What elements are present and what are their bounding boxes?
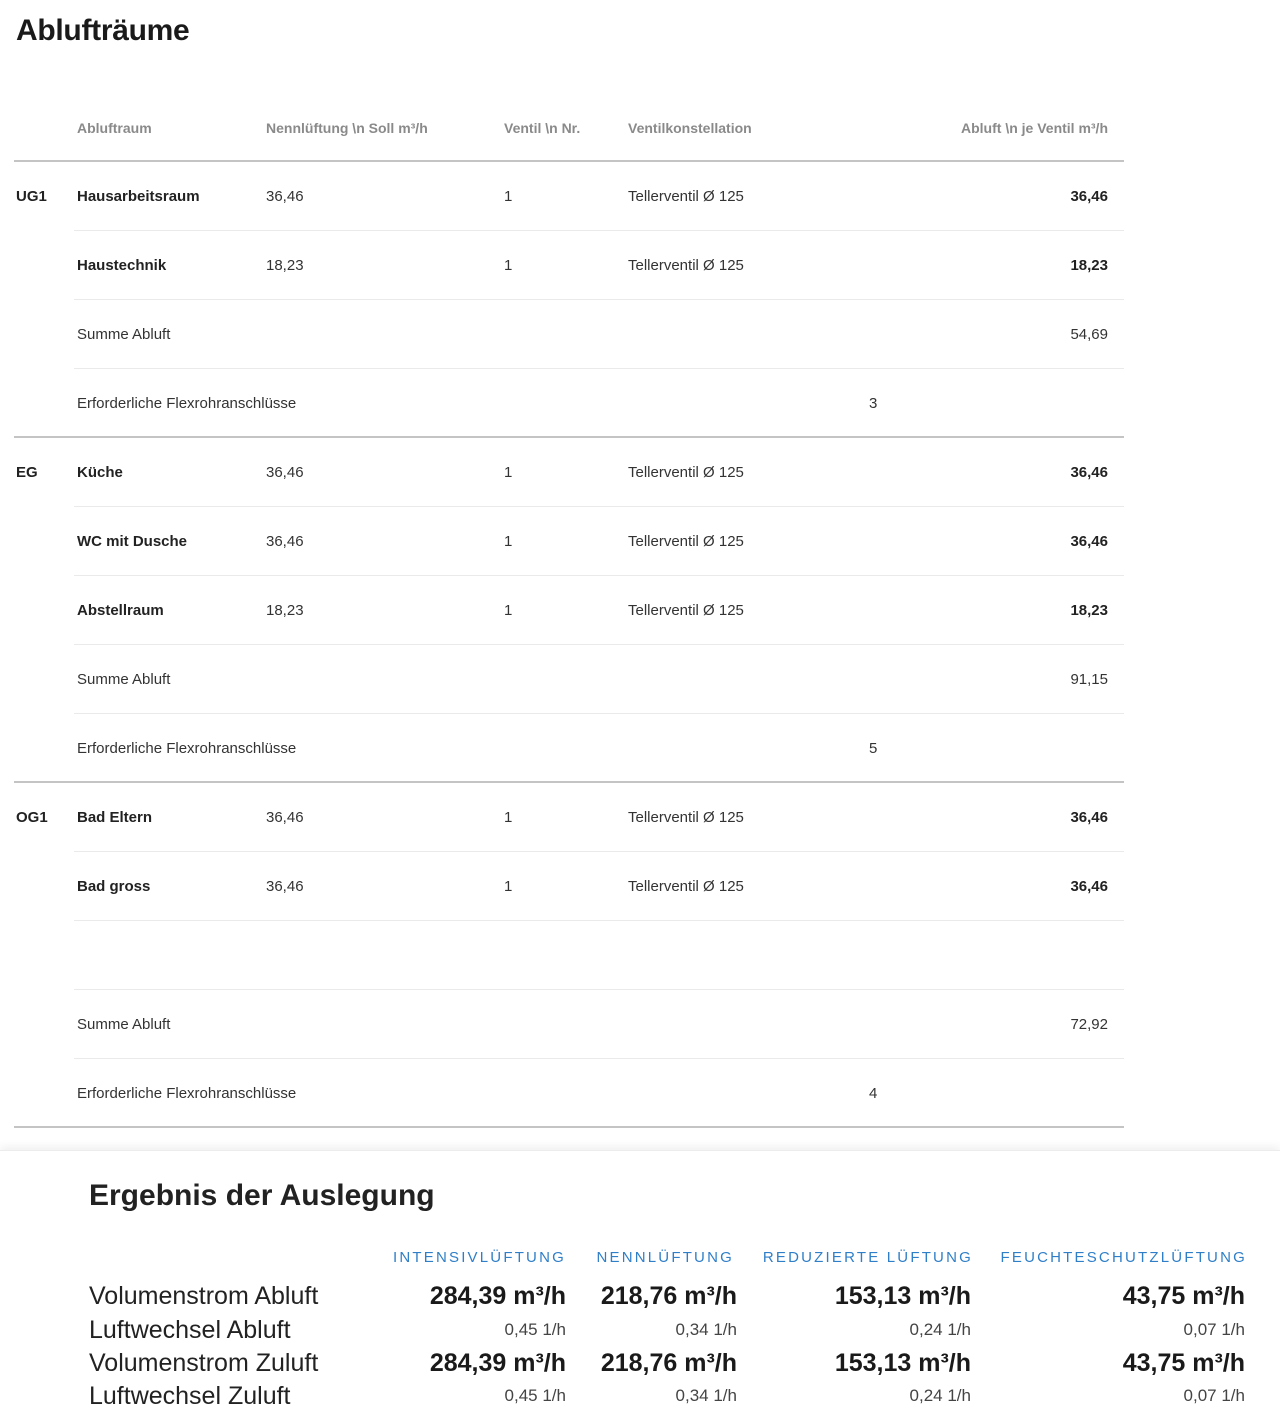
- header-abluft-je-ventil: Abluft \n je Ventil m³/h: [961, 120, 1108, 136]
- result-value: 218,76 m³/h: [600, 1282, 737, 1310]
- floor-label: EG: [16, 464, 38, 481]
- abluft-value: 18,23: [1070, 602, 1108, 619]
- header-ventil-nr: Ventil \n Nr.: [504, 120, 581, 136]
- table-row: [14, 438, 1124, 507]
- nennlueftung-value: 18,23: [266, 602, 304, 619]
- ventilkonstellation: Tellerventil Ø 125: [628, 602, 744, 619]
- table-row: [14, 1059, 1124, 1128]
- result-panel: [0, 1150, 1280, 1424]
- result-value: 0,24 1/h: [909, 1320, 971, 1339]
- table-row: [14, 300, 1124, 369]
- table-row: [14, 852, 1124, 921]
- header-ventilkonstellation: Ventilkonstellation: [628, 120, 752, 136]
- abluft-value: 36,46: [1070, 533, 1108, 550]
- result-row-luftwechsel-zuluft: [0, 1379, 1280, 1413]
- flexrohr-count: 3: [869, 395, 878, 412]
- ventilkonstellation: Tellerventil Ø 125: [628, 257, 744, 274]
- ventil-nr: 1: [504, 464, 513, 481]
- room-name: Küche: [77, 464, 123, 481]
- ventil-nr: 1: [504, 602, 513, 619]
- page-title: Ablufträume: [16, 14, 190, 47]
- ventilkonstellation: Tellerventil Ø 125: [628, 809, 744, 826]
- room-name: Erforderliche Flexrohranschlüsse: [77, 740, 297, 757]
- abluft-value: 54,69: [1070, 326, 1108, 343]
- table-row: [14, 783, 1124, 852]
- result-value: 284,39 m³/h: [429, 1282, 566, 1310]
- table-row: [14, 714, 1124, 783]
- ventilkonstellation: Tellerventil Ø 125: [628, 878, 744, 895]
- room-name: Hausarbeitsraum: [77, 188, 200, 205]
- table-row: [14, 369, 1124, 438]
- floor-label: UG1: [16, 188, 47, 205]
- nennlueftung-value: 36,46: [266, 878, 304, 895]
- room-name: Summe Abluft: [77, 1016, 171, 1033]
- room-name: Summe Abluft: [77, 671, 171, 688]
- table-body: [14, 162, 1124, 1128]
- result-value: 0,34 1/h: [675, 1386, 737, 1405]
- abluft-value: 36,46: [1070, 188, 1108, 205]
- exhaust-rooms-table: [14, 96, 1124, 1128]
- nennlueftung-value: 36,46: [266, 188, 304, 205]
- result-value: 43,75 m³/h: [1122, 1282, 1245, 1310]
- abluft-value: 91,15: [1070, 671, 1108, 688]
- table-row: [14, 162, 1124, 231]
- nennlueftung-value: 18,23: [266, 257, 304, 274]
- result-value: 0,45 1/h: [504, 1320, 566, 1339]
- table-row: [14, 990, 1124, 1059]
- ventilkonstellation: Tellerventil Ø 125: [628, 464, 744, 481]
- nennlueftung-value: 36,46: [266, 464, 304, 481]
- result-label: Volumenstrom Abluft: [89, 1282, 319, 1310]
- table-row: [14, 507, 1124, 576]
- flexrohr-count: 5: [869, 740, 878, 757]
- table-row: [14, 645, 1124, 714]
- result-value: 0,34 1/h: [675, 1320, 737, 1339]
- header-abluftraum: Abluftraum: [77, 120, 152, 136]
- result-value: 0,24 1/h: [909, 1386, 971, 1405]
- column-reduzierte-lueftung: REDUZIERTE LÜFTUNG: [762, 1249, 973, 1266]
- ventilkonstellation: Tellerventil Ø 125: [628, 188, 744, 205]
- result-value: 218,76 m³/h: [600, 1349, 737, 1377]
- room-name: Summe Abluft: [77, 326, 171, 343]
- column-feuchteschutzlueftung: FEUCHTESCHUTZLÜFTUNG: [1000, 1249, 1247, 1266]
- result-row-volumenstrom-zuluft: [0, 1346, 1280, 1380]
- column-intensivlueftung: INTENSIVLÜFTUNG: [392, 1249, 566, 1266]
- room-name: Haustechnik: [77, 257, 167, 274]
- row-divider: [14, 1126, 1124, 1128]
- ventil-nr: 1: [504, 533, 513, 550]
- result-value: 153,13 m³/h: [834, 1282, 971, 1310]
- result-label: Volumenstrom Zuluft: [89, 1349, 319, 1377]
- abluft-value: 36,46: [1070, 809, 1108, 826]
- abluft-value: 36,46: [1070, 878, 1108, 895]
- result-value: 153,13 m³/h: [834, 1349, 971, 1377]
- result-label: Luftwechsel Abluft: [89, 1316, 291, 1344]
- result-value: 0,07 1/h: [1183, 1386, 1245, 1405]
- result-row-volumenstrom-abluft: [0, 1279, 1280, 1313]
- header-nennlueftung: Nennlüftung \n Soll m³/h: [266, 120, 428, 136]
- nennlueftung-value: 36,46: [266, 809, 304, 826]
- ventilkonstellation: Tellerventil Ø 125: [628, 533, 744, 550]
- abluft-value: 18,23: [1070, 257, 1108, 274]
- ventil-nr: 1: [504, 257, 513, 274]
- column-nennlueftung: NENNLÜFTUNG: [596, 1249, 734, 1266]
- result-value: 284,39 m³/h: [429, 1349, 566, 1377]
- table-row: [14, 231, 1124, 300]
- result-label: Luftwechsel Zuluft: [89, 1382, 291, 1410]
- room-name: Abstellraum: [77, 602, 164, 619]
- nennlueftung-value: 36,46: [266, 533, 304, 550]
- result-row-luftwechsel-abluft: [0, 1313, 1280, 1347]
- result-value: 0,45 1/h: [504, 1386, 566, 1405]
- ventil-nr: 1: [504, 809, 513, 826]
- abluft-value: 72,92: [1070, 1016, 1108, 1033]
- room-name: Bad Eltern: [77, 809, 153, 826]
- result-title: Ergebnis der Auslegung: [89, 1179, 435, 1212]
- flexrohr-count: 4: [869, 1085, 878, 1102]
- room-name: Erforderliche Flexrohranschlüsse: [77, 1085, 297, 1102]
- table-header: [14, 96, 1124, 162]
- floor-label: OG1: [16, 809, 48, 826]
- ventil-nr: 1: [504, 878, 513, 895]
- abluft-value: 36,46: [1070, 464, 1108, 481]
- table-row: [14, 921, 1124, 990]
- result-value: 0,07 1/h: [1183, 1320, 1245, 1339]
- ventil-nr: 1: [504, 188, 513, 205]
- room-name: Erforderliche Flexrohranschlüsse: [77, 395, 297, 412]
- table-row: [14, 576, 1124, 645]
- result-value: 43,75 m³/h: [1122, 1349, 1245, 1377]
- room-name: WC mit Dusche: [77, 533, 188, 550]
- room-name: Bad gross: [77, 878, 151, 895]
